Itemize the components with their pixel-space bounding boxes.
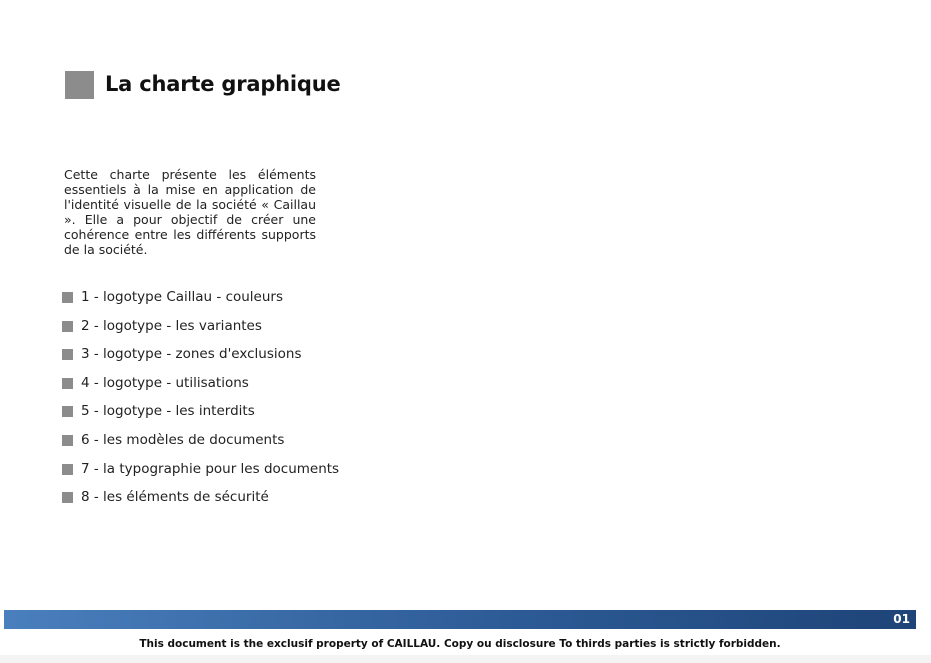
square-bullet-icon	[62, 406, 73, 417]
toc-item[interactable]	[62, 289, 339, 318]
toc-item-label: 2 - logotype - les variantes	[81, 317, 262, 334]
toc-item[interactable]	[62, 403, 339, 432]
square-bullet-icon	[62, 464, 73, 475]
bottom-divider	[0, 655, 931, 663]
toc-item[interactable]	[62, 318, 339, 347]
toc-item-label: 1 - logotype Caillau - couleurs	[81, 289, 283, 305]
page-number: 01	[893, 612, 910, 626]
toc-item[interactable]	[62, 432, 339, 461]
square-bullet-icon	[62, 321, 73, 332]
table-of-contents	[62, 289, 339, 518]
page-title: La charte graphique	[105, 72, 341, 96]
footer-bar	[4, 610, 916, 629]
intro-paragraph: Cette charte présente les éléments essentiels à la mise en application de l'identité visuelle de la société « Caillau ». Elle a pour objectif de créer une cohérence entre les différents supports de la société.	[64, 167, 316, 257]
toc-item[interactable]	[62, 346, 339, 375]
toc-item[interactable]	[62, 489, 339, 518]
toc-item-label: 6 - les modèles de documents	[81, 431, 285, 448]
square-bullet-icon	[62, 292, 73, 303]
title-square-icon	[65, 71, 94, 99]
toc-item-label: 7 - la typographie pour les documents	[81, 460, 340, 477]
toc-item-label: 3 - logotype - zones d'exclusions	[81, 346, 302, 363]
toc-item-label: 5 - logotype - les interdits	[81, 403, 255, 420]
toc-item-label: 4 - logotype - utilisations	[81, 374, 249, 391]
toc-item[interactable]	[62, 375, 339, 404]
square-bullet-icon	[62, 349, 73, 360]
square-bullet-icon	[62, 435, 73, 446]
square-bullet-icon	[62, 378, 73, 389]
square-bullet-icon	[62, 492, 73, 503]
footer-disclaimer: This document is the exclusif property of CAILLAU. Copy ou disclosure To thirds parties is strictly forbidden.	[139, 638, 781, 650]
toc-item[interactable]	[62, 461, 339, 490]
toc-item-label: 8 - les éléments de sécurité	[81, 489, 269, 506]
